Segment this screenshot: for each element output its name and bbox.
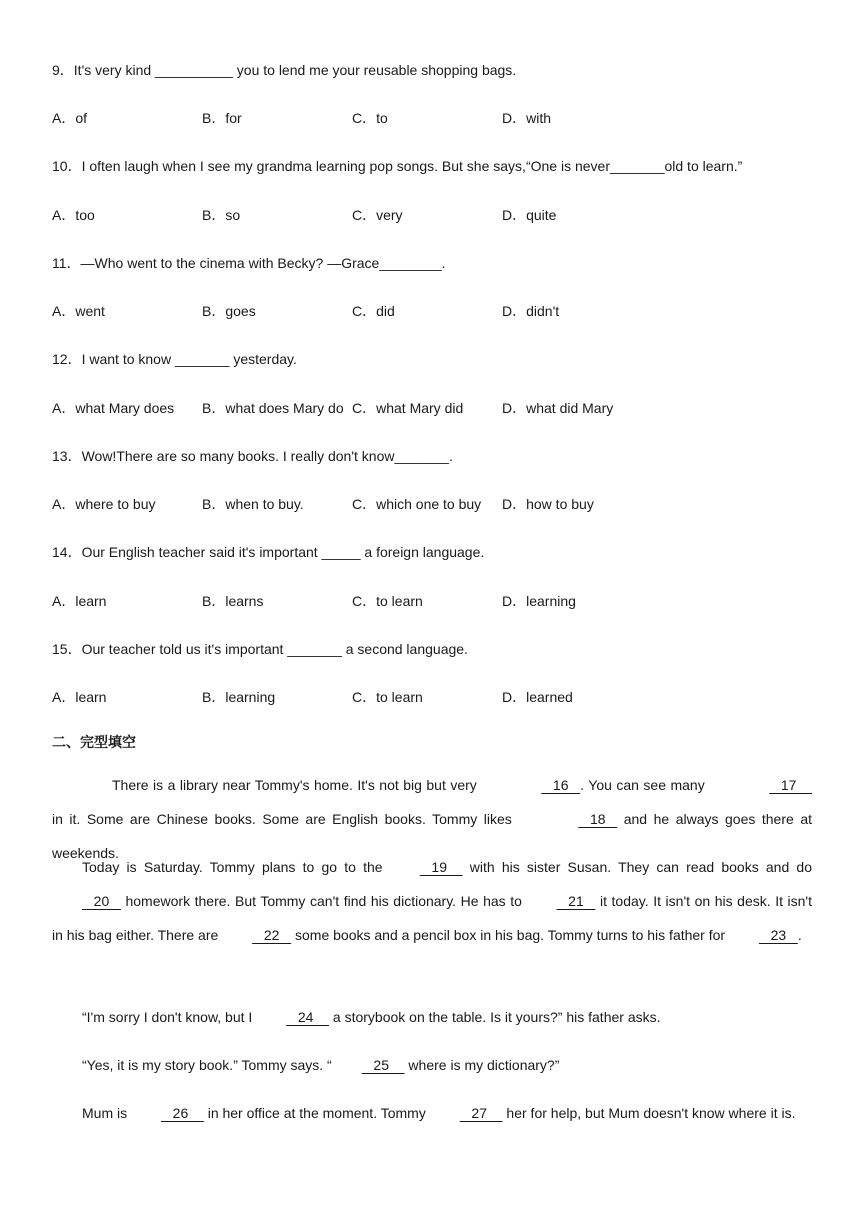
option-a: A．learn [52,593,107,609]
passage-text: in it. Some are Chinese books. Some are English books. Tommy likes [52,811,519,827]
option-a: A．too [52,207,95,223]
blank-20: 20 [82,893,121,909]
option-a: A．what Mary does [52,400,175,416]
blank-24: 24 [286,1009,329,1025]
option-a: A．where to buy [52,496,156,512]
option-b: B．what does Mary do [202,400,344,416]
passage-paragraph-3 [52,1000,812,1034]
passage-text: “Yes, it is my story book.” Tommy says. “ [82,1057,332,1073]
question-11-stem: 11．—Who went to the cinema with Becky? —Grace________. [52,255,446,271]
question-15-stem: 15．Our teacher told us it's important _______ a second language. [52,641,468,657]
passage-text: her for help, but Mum doesn't know where it is. [502,1105,796,1121]
blank-23: 23 [758,927,798,943]
passage-text: There is a library near Tommy's home. It's not big but very [112,777,482,793]
question-14-stem: 14．Our English teacher said it's important _____ a foreign language. [52,544,485,560]
question-9-stem: 9．It's very kind __________ you to lend me your reusable shopping bags. [52,62,517,78]
option-d: D．didn't [502,303,560,319]
blank-25: 25 [361,1057,405,1073]
passage-paragraph-4 [52,1048,812,1082]
option-c: C．did [352,303,395,319]
passage-text: homework there. But Tommy can't find his dictionary. He has to [120,893,527,909]
option-b: B．when to buy. [202,496,304,512]
passage-text: Today is Saturday. Tommy plans to go to the [82,859,390,875]
option-c: C．which one to buy [352,496,482,512]
passage-text: it today. It isn't on his desk. It isn't in his bag either. There are [52,893,812,943]
blank-22: 22 [252,927,292,943]
option-c: C．to learn [352,689,423,705]
passage-text: Mum is [82,1105,131,1121]
question-12-stem: 12．I want to know _______ yesterday. [52,351,297,367]
passage-text: with his sister Susan. They can read books and do [462,859,812,875]
question-13-stem: 13．Wow!There are so many books. I really don't know_______. [52,448,453,464]
option-a: A．learn [52,689,107,705]
option-b: B．goes [202,303,256,319]
question-10-stem: 10．I often laugh when I see my grandma learning pop songs. But she says,“One is never_______old to learn.” [52,158,743,174]
option-d: D．how to buy [502,496,594,512]
option-d: D．with [502,110,552,126]
blank-17: 17 [769,777,812,793]
blank-16: 16 [541,777,581,793]
section-title: 二、完型填空 [52,735,136,751]
option-c: C．to learn [352,593,423,609]
option-b: B．learning [202,689,276,705]
blank-19: 19 [419,859,463,875]
passage-paragraph-2 [52,850,812,952]
option-a: A．went [52,303,105,319]
passage-text: . You can see many [580,777,710,793]
option-d: D．learning [502,593,576,609]
passage-text: some books and a pencil box in his bag. Tommy turns to his father for [291,927,729,943]
passage-paragraph-5 [52,1096,812,1130]
passage-text: and he always goes there at weekends. [52,811,812,861]
option-d: D．quite [502,207,557,223]
option-c: C．very [352,207,403,223]
passage-text: . [797,927,802,943]
option-b: B．for [202,110,242,126]
blank-18: 18 [578,811,618,827]
passage-text: “I'm sorry I don't know, but I [82,1009,257,1025]
passage-text: where is my dictionary?” [404,1057,560,1073]
option-a: A．of [52,110,88,126]
option-d: D．learned [502,689,573,705]
option-c: C．to [352,110,388,126]
passage-text: a storybook on the table. Is it yours?” his father asks. [329,1009,661,1025]
option-c: C．what Mary did [352,400,464,416]
option-b: B．learns [202,593,264,609]
blank-21: 21 [556,893,596,909]
option-d: D．what did Mary [502,400,614,416]
blank-26: 26 [161,1105,204,1121]
passage-text: in her office at the moment. Tommy [203,1105,430,1121]
blank-27: 27 [459,1105,503,1121]
option-b: B．so [202,207,241,223]
